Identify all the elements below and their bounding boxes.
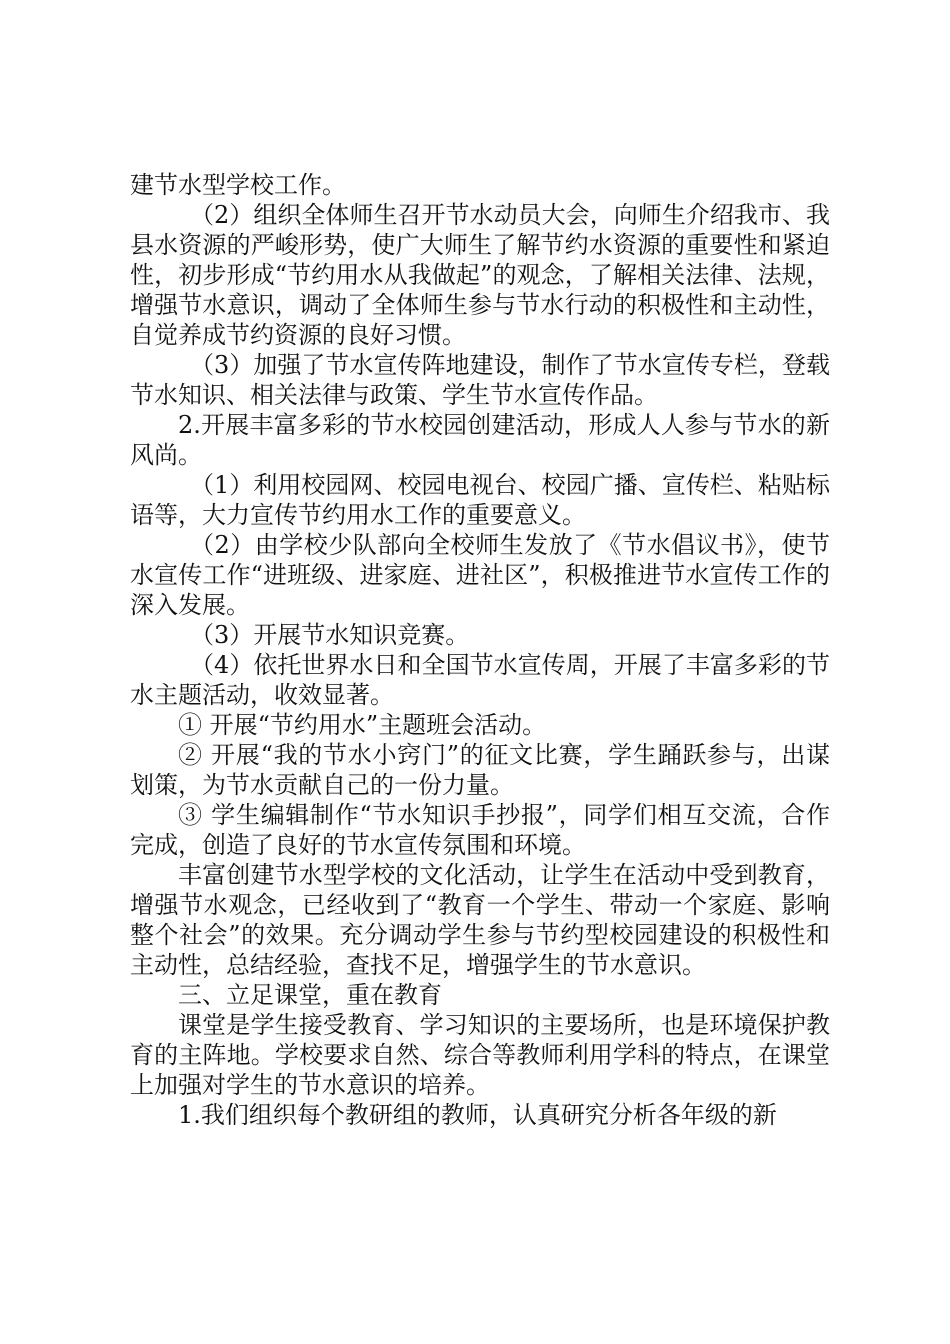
paragraph-circle-2: ② 开展“我的节水小窍门”的征文比赛，学生踊跃参与，出谋划策，为节水贡献自己的一份力量。 — [130, 741, 830, 799]
paragraph-sub-4: （4）依托世界水日和全国节水宣传周，开展了丰富多彩的节水主题活动，收效显著。 — [130, 651, 830, 709]
paragraph-item-2: （2）组织全体师生召开节水动员大会，向师生介绍我市、我县水资源的严峻形势，使广大师生了解节约水资源的重要性和紧迫性，初步形成“节约用水从我做起”的观念，了解相关法律、法规，增强节水意识，调动了全体师生参与节水行动的积极性和主动性，自觉养成节约资源的良好习惯。 — [130, 201, 830, 349]
paragraph-continuation: 建节水型学校工作。 — [130, 171, 346, 199]
paragraph-circle-3: ③ 学生编辑制作“节水知识手抄报”，同学们相互交流，合作完成，创造了良好的节水宣传氛围和环境。 — [130, 801, 830, 859]
paragraph-sub-1: （1）利用校园网、校园电视台、校园广播、宣传栏、粘贴标语等，大力宣传节约用水工作的重要意义。 — [130, 471, 830, 529]
paragraph-summary: 丰富创建节水型学校的文化活动，让学生在活动中受到教育，增强节水观念，已经收到了“教育一个学生、带动一个家庭、影响整个社会”的效果。充分调动学生参与节约型校园建设的积极性和主动性，总结经验，查找不足，增强学生的节水意识。 — [130, 861, 830, 979]
paragraph-circle-1: ① 开展“节约用水”主题班会活动。 — [178, 711, 547, 739]
paragraph-classroom: 课堂是学生接受教育、学习知识的主要场所，也是环境保护教育的主阵地。学校要求自然、综合等教师利用学科的特点，在课堂上加强对学生的节水意识的培养。 — [130, 1011, 830, 1099]
paragraph-item-3: （3）加强了节水宣传阵地建设，制作了节水宣传专栏，登载节水知识、相关法律与政策、学生节水宣传作品。 — [130, 351, 830, 409]
paragraph-sub-3: （3）开展节水知识竞赛。 — [190, 621, 470, 649]
paragraph-sub-2: （2）由学校少队部向全校师生发放了《节水倡议书》，使节水宣传工作“进班级、进家庭、进社区”，积极推进节水宣传工作的深入发展。 — [130, 531, 830, 619]
paragraph-research-1: 1.我们组织每个教研组的教师，认真研究分析各年级的新 — [178, 1101, 777, 1129]
section-heading-3: 三、立足课堂，重在教育 — [178, 981, 442, 1009]
document-body — [130, 170, 830, 1130]
paragraph-section-2: 2.开展丰富多彩的节水校园创建活动，形成人人参与节水的新风尚。 — [130, 411, 830, 469]
